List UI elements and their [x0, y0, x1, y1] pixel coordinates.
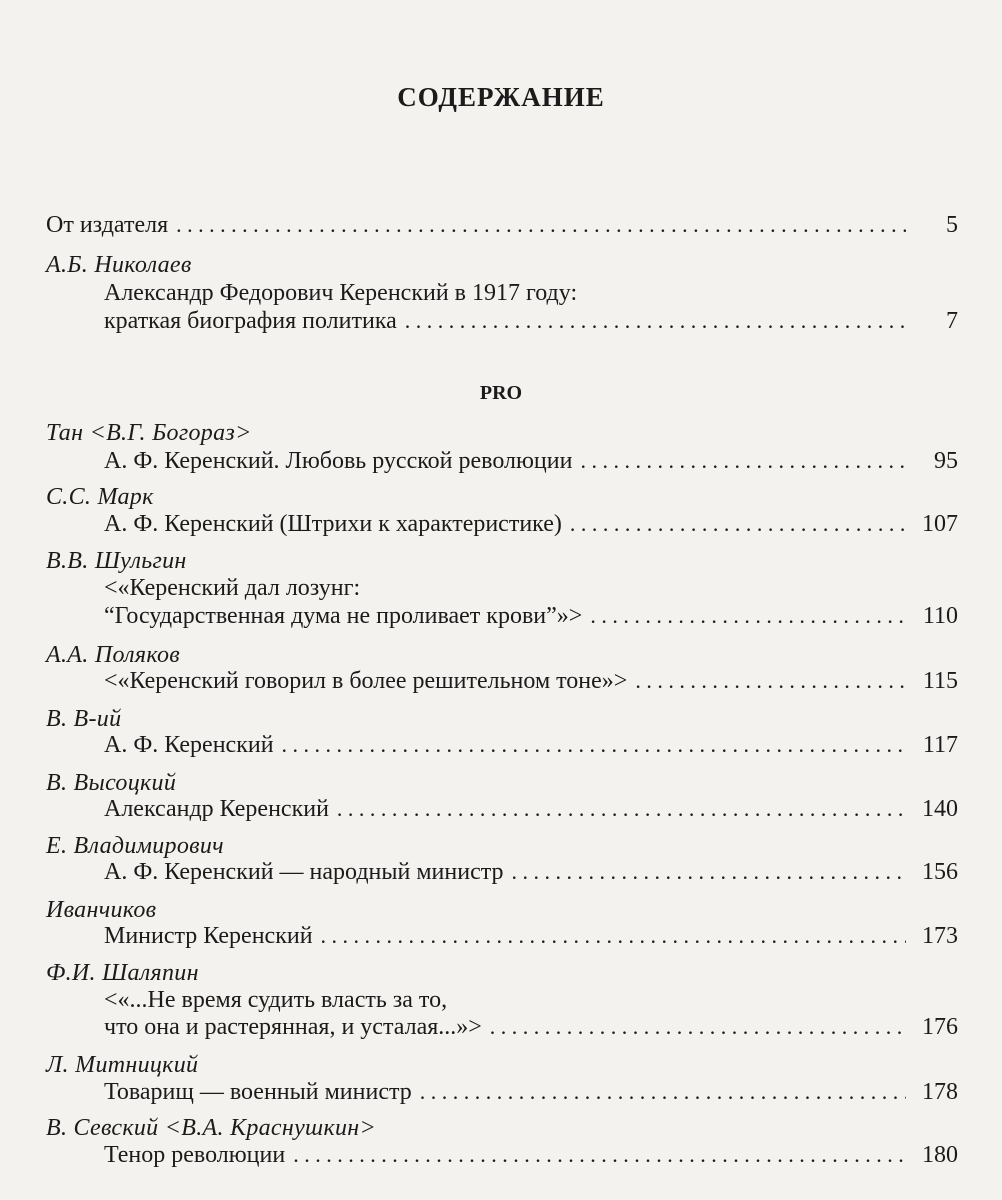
page-title: СОДЕРЖАНИЕ: [397, 82, 605, 112]
toc-author: Иванчиков: [46, 897, 157, 923]
toc-page-number: 7: [946, 308, 958, 334]
toc-page-number: 115: [922, 668, 958, 694]
toc-page-number: 117: [922, 732, 958, 758]
toc-entry: [104, 668, 958, 698]
toc-entry-title-line: Александр Федорович Керенский в 1917 году:: [104, 280, 578, 306]
toc-entry-title: краткая биография политика: [104, 308, 397, 334]
toc-page-number: 176: [922, 1014, 958, 1040]
toc-author: А.Б. Николаев: [46, 252, 192, 278]
toc-entry: [104, 859, 958, 889]
dot-leader: [405, 308, 906, 334]
toc-page-number: 140: [922, 796, 958, 822]
toc-entry: [104, 603, 958, 633]
toc-author: В. В-ий: [46, 706, 122, 732]
toc-entry: [104, 448, 958, 478]
toc-page-number: 95: [934, 448, 958, 474]
toc-entry-title: Тенор революции: [104, 1142, 286, 1168]
toc-entry: [104, 1014, 958, 1044]
dot-leader: [590, 603, 906, 629]
toc-entry-title: Александр Керенский: [104, 796, 329, 822]
toc-page-number: 178: [922, 1079, 958, 1105]
toc-entry-title: <«Керенский говорил в более решительном тоне»>: [104, 668, 628, 694]
dot-leader: [337, 796, 906, 822]
dot-leader: [490, 1014, 906, 1040]
toc-page-number: 5: [946, 212, 958, 238]
toc-page-number: 173: [922, 923, 958, 949]
toc-entry-title: А. Ф. Керенский (Штрихи к характеристике): [104, 511, 562, 537]
toc-entry: [104, 923, 958, 953]
toc-author: Л. Митницкий: [46, 1052, 199, 1078]
toc-entry-title: “Государственная дума не проливает крови”»>: [104, 603, 583, 629]
toc-author: В.В. Шульгин: [46, 548, 187, 574]
toc-entry: [104, 308, 958, 338]
dot-leader: [512, 859, 906, 885]
toc-page-number: 107: [922, 511, 958, 537]
toc-author: А.А. Поляков: [46, 642, 181, 668]
dot-leader: [570, 511, 906, 537]
toc-author: В. Высоцкий: [46, 770, 177, 796]
toc-entry: [104, 1079, 958, 1109]
toc-entry-title: что она и растерянная, и усталая...»>: [104, 1014, 482, 1040]
toc-entry-title: От издателя: [46, 212, 169, 238]
toc-entry: [104, 796, 958, 826]
toc-entry-title-line: <«Керенский дал лозунг:: [104, 575, 361, 601]
toc-page-number: 180: [922, 1142, 958, 1168]
toc-entry: [104, 511, 958, 541]
toc-entry-title: А. Ф. Керенский — народный министр: [104, 859, 504, 885]
toc-page-number: 110: [922, 603, 958, 629]
toc-author: Ф.И. Шаляпин: [46, 960, 199, 986]
dot-leader: [321, 923, 906, 949]
toc-entry: [104, 732, 958, 762]
dot-leader: [635, 668, 906, 694]
toc-entry: [104, 1142, 958, 1172]
dot-leader: [293, 1142, 906, 1168]
toc-entry: [46, 212, 958, 242]
toc-entry-title-line: <«...Не время судить власть за то,: [104, 987, 448, 1013]
toc-author: Тан <В.Г. Богораз>: [46, 420, 252, 446]
toc-author: В. Севский <В.А. Краснушкин>: [46, 1115, 376, 1141]
toc-entry-title: А. Ф. Керенский. Любовь русской революции: [104, 448, 573, 474]
toc-author: Е. Владимирович: [46, 833, 224, 859]
section-heading: PRO: [479, 382, 523, 404]
dot-leader: [176, 212, 906, 238]
toc-entry-title: Товарищ — военный министр: [104, 1079, 412, 1105]
toc-author: С.С. Марк: [46, 484, 154, 510]
toc-entry-title: А. Ф. Керенский: [104, 732, 274, 758]
toc-page-number: 156: [922, 859, 958, 885]
dot-leader: [420, 1079, 906, 1105]
dot-leader: [282, 732, 906, 758]
dot-leader: [580, 448, 906, 474]
toc-entry-title: Министр Керенский: [104, 923, 313, 949]
